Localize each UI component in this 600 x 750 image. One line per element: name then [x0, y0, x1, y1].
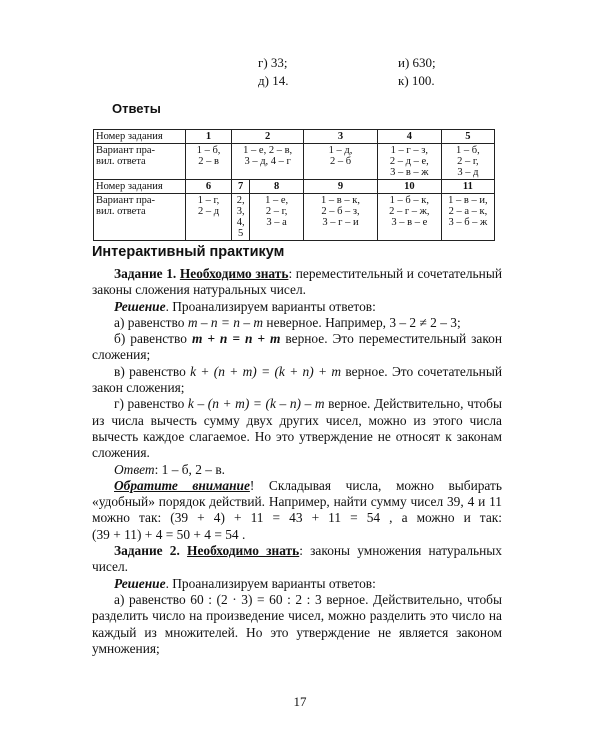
answer-cell: 1 – г, 2 – д [185, 194, 231, 241]
task1-solution: Решение. Проанализируем варианты ответов: [114, 298, 376, 314]
task-number: 1 [185, 130, 231, 144]
task1-option-c: в) равенство k + (n + m) = (k + n) + m верное. Это сочетательный закон сложения; [92, 363, 502, 396]
task-number: 5 [441, 130, 494, 144]
answer-cell: 2, 3, 4, 5 [232, 194, 250, 241]
task1-heading: Задание 1. Необходимо знать: переместительный и сочетательный законы сложения натуральных чисел. [92, 266, 502, 298]
row-label: Номер задания [94, 130, 186, 144]
answer-cell: 1 – б, 2 – г, 3 – д [441, 144, 494, 180]
option-k: к) 100. [398, 73, 435, 88]
answer-cell: 1 – в – к, 2 – б – з, 3 – г – и [304, 194, 378, 241]
task2-heading: Задание 2. Необходимо знать: законы умножения натуральных чисел. [92, 543, 502, 575]
task-number: 8 [250, 180, 304, 194]
task1-note: Обратите внимание! Складывая числа, можно выбирать «удобный» порядок действий. Например, найти сумму чисел 39, 4 и 11 можно так: (39 + 4) + 11 = 43 + 11 = 54 , а можно и так: (39 + 11) + 4 = 50 + 4 = 54 . [92, 477, 502, 542]
answer-cell: 1 – г – з, 2 – д – е, 3 – в – ж [377, 144, 441, 180]
task-number: 4 [377, 130, 441, 144]
task1-option-a: а) равенство m – n = n – m неверное. Например, 3 – 2 ≠ 2 – 3; [114, 314, 461, 330]
task-number: 6 [185, 180, 231, 194]
table-row [94, 180, 495, 194]
page-number: 17 [293, 694, 307, 709]
task1-option-d: г) равенство k – (n + m) = (k – n) – m верное. Действительно, чтобы из числа вычесть сумму двух других чисел, можно из этого числа вычесть каждое слагаемое. Но это утверждение не относят к законам сложения. [92, 396, 502, 461]
task-number: 2 [232, 130, 304, 144]
answer-cell: 1 – в – и, 2 – а – к, 3 – б – ж [441, 194, 494, 241]
answer-cell: 1 – б, 2 – в [185, 144, 231, 180]
task-number: 11 [441, 180, 494, 194]
row-label: Номер задания [94, 180, 186, 194]
answer-cell: 1 – б – к, 2 – г – ж, 3 – в – е [377, 194, 441, 241]
answers-table [93, 129, 495, 241]
answer-cell: 1 – е, 2 – в, 3 – д, 4 – г [232, 144, 304, 180]
task2-solution: Решение. Проанализируем варианты ответов: [114, 575, 376, 591]
task-number: 7 [232, 180, 250, 194]
row-label: Вариант пра- вил. ответа [94, 194, 186, 241]
task2-option-a: а) равенство 60 : (2 · 3) = 60 : 2 : 3 верное. Действительно, чтобы разделить число на произведение чисел, можно разделить это число на каждый из множителей. Но это утверждение не является законом умножения; [92, 591, 502, 656]
task-number: 9 [304, 180, 378, 194]
answers-heading: Ответы [112, 101, 161, 116]
task-number: 10 [377, 180, 441, 194]
task-number: 3 [304, 130, 378, 144]
table-row [94, 194, 495, 241]
table-row [94, 144, 495, 180]
practicum-body [92, 266, 502, 657]
option-d: д) 14. [258, 73, 289, 88]
row-label: Вариант пра- вил. ответа [94, 144, 186, 180]
task1-answer: Ответ: 1 – б, 2 – в. [114, 461, 226, 477]
table-row [94, 130, 495, 144]
section-title: Интерактивный практикум [92, 244, 285, 260]
answer-cell: 1 – е, 2 – г, 3 – а [250, 194, 304, 241]
task1-option-b: б) равенство m + n = n + m верное. Это переместительный закон сложения; [92, 331, 503, 363]
answer-cell: 1 – д, 2 – б [304, 144, 378, 180]
option-i: и) 630; [398, 55, 436, 70]
option-g: г) 33; [258, 55, 288, 70]
